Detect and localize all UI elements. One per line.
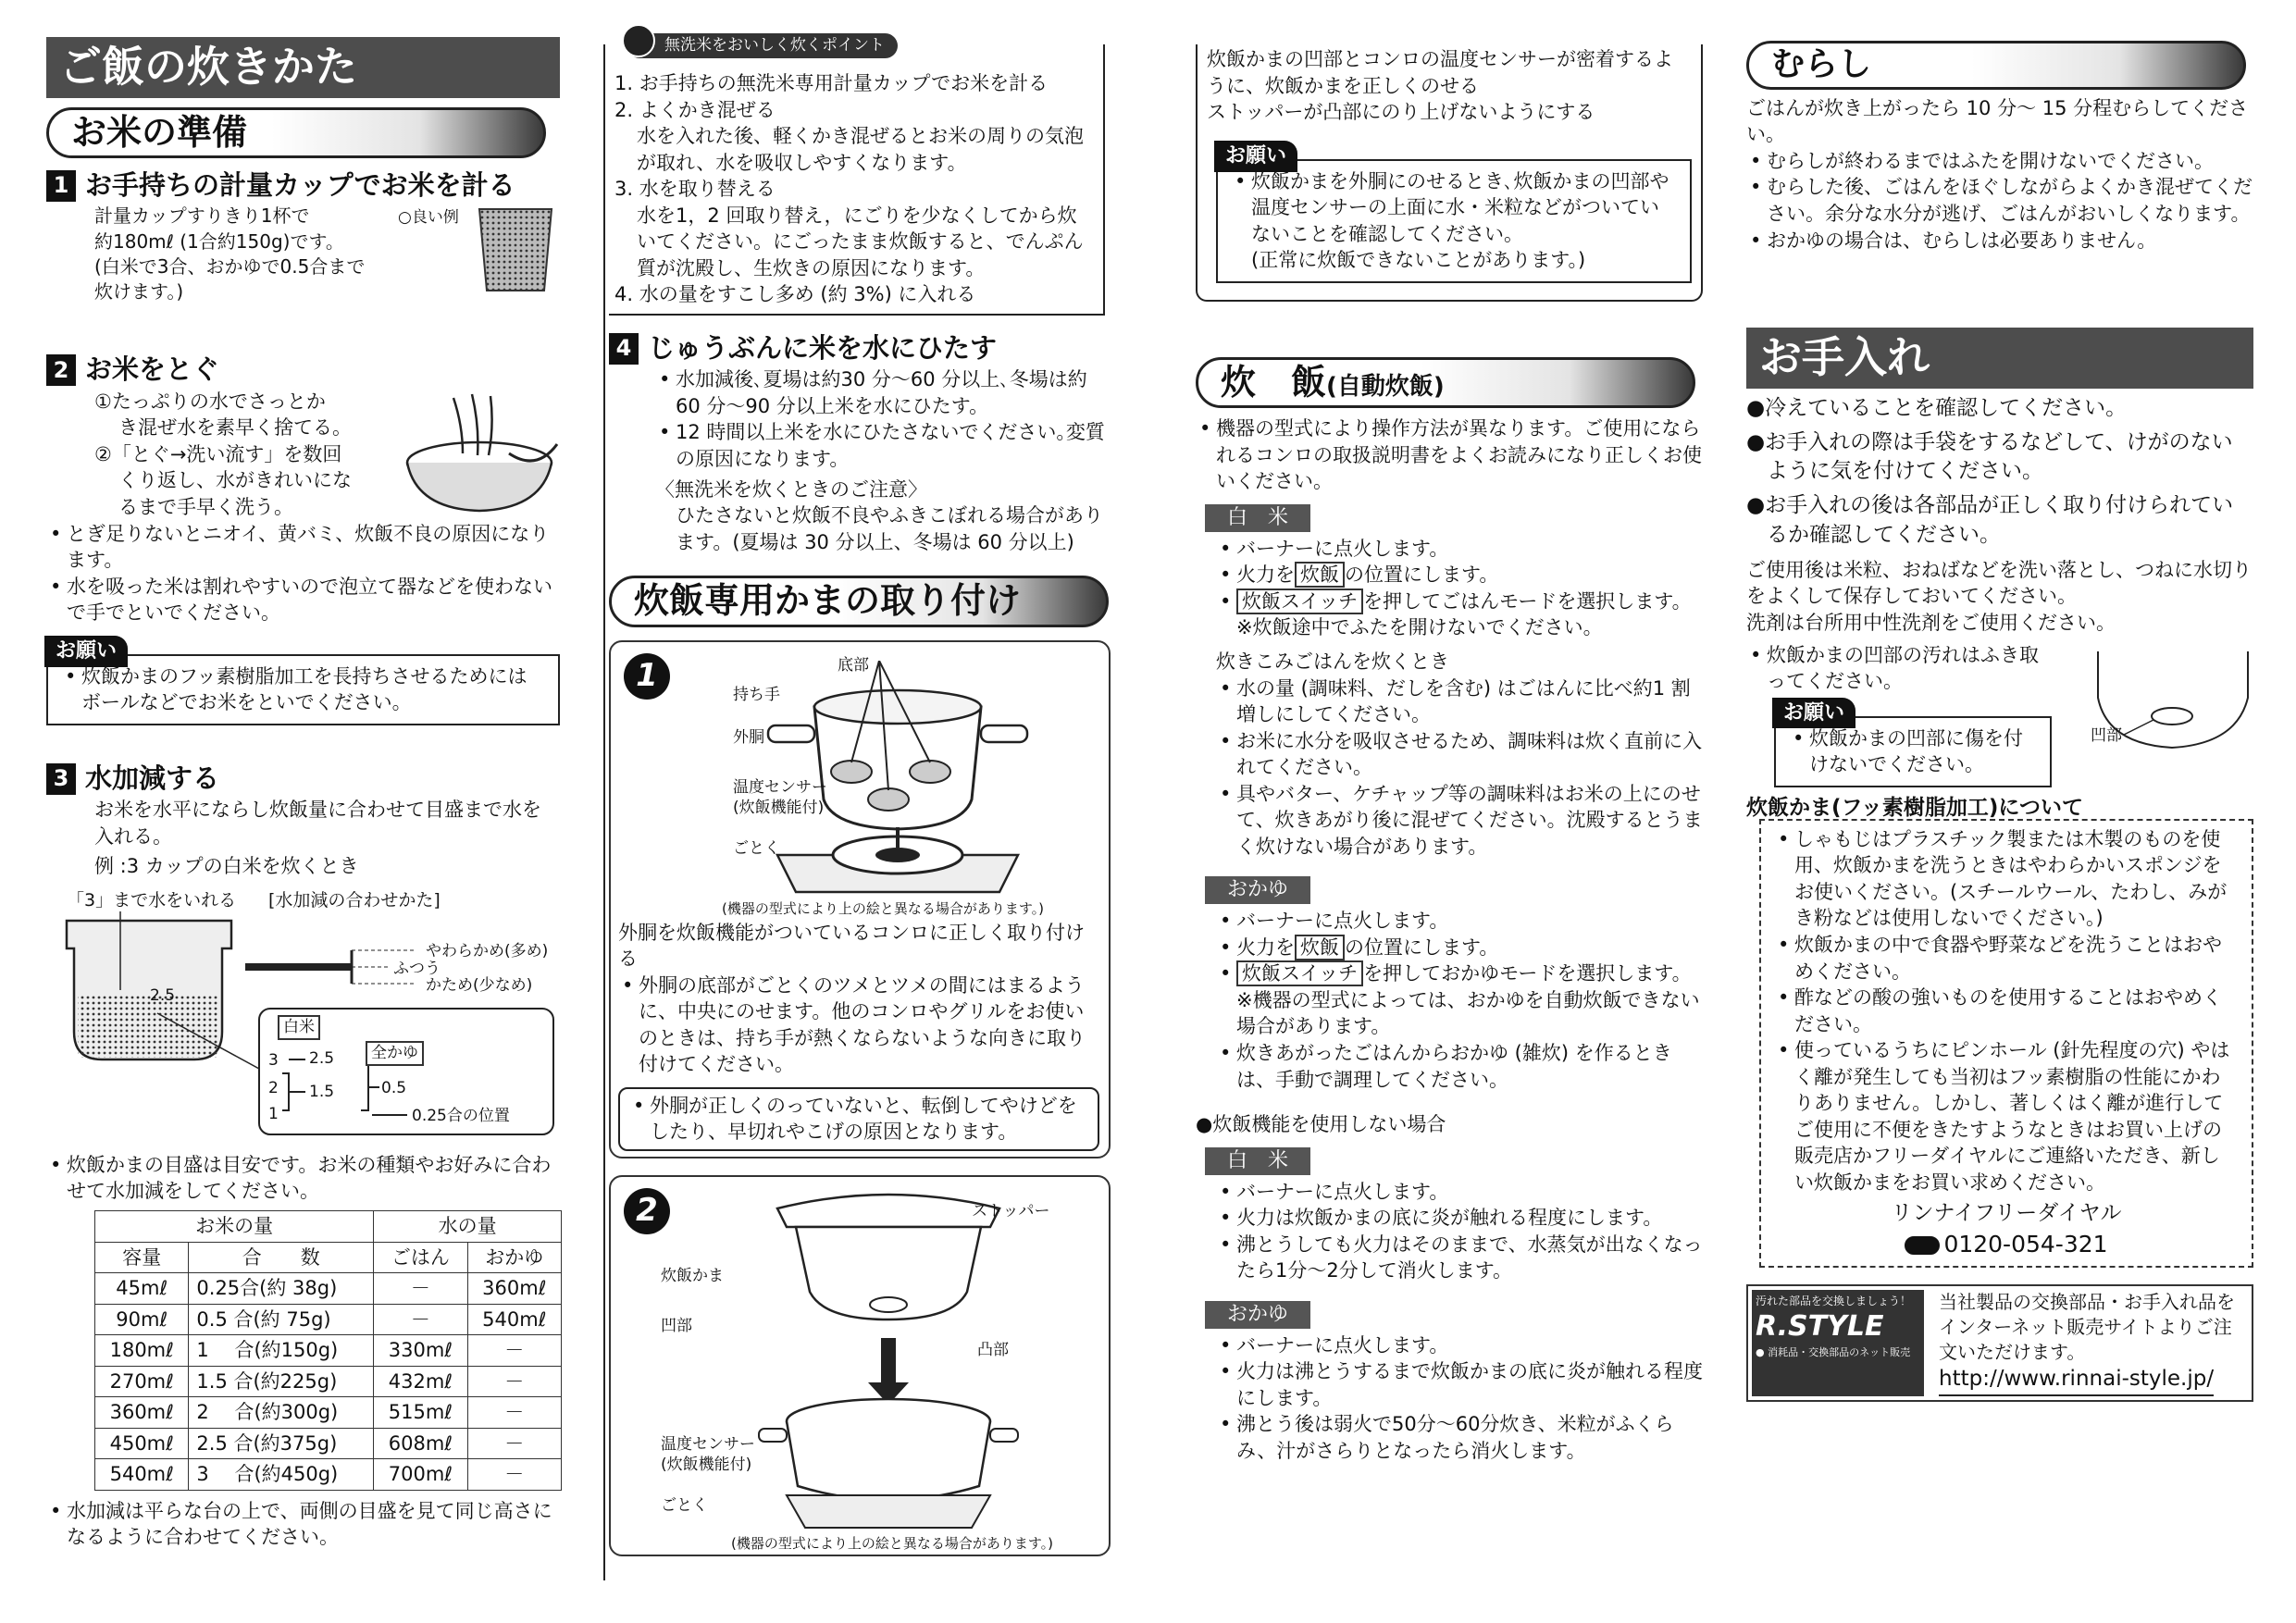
table-cell: 540mℓ xyxy=(95,1459,189,1491)
care-title: お手入れ xyxy=(1746,328,2253,389)
table-row xyxy=(95,1366,562,1397)
water-amount-table: お米の量 水の量 容量 合 数 ごはん おかゆ 45mℓ 0.25合(約 38g) － 360mℓ 90mℓ 0.5 合(約 75g) － 540mℓ 180mℓ 1 合(約150g) 330mℓ － 270mℓ 1.5 合(約225g) 432mℓ － 360mℓ 2 合(約300g) 515mℓ － 450mℓ 2.5 合(約375g) 608mℓ － 540mℓ 3 合(約450g) 700mℓ － xyxy=(94,1210,562,1491)
band-hakumai-2: 白 米 xyxy=(1205,1147,1310,1175)
table-cell: 45mℓ xyxy=(95,1273,189,1305)
table-cell: 1 合(約150g) xyxy=(189,1335,374,1367)
section-steaming: むらし xyxy=(1746,41,2246,90)
table-cell: 360mℓ xyxy=(95,1397,189,1429)
table-cell: 0.5 合(約 75g) xyxy=(189,1304,374,1335)
step-2: 2 お米をとぐ xyxy=(46,352,560,388)
caution-box-3: お願い • 炊飯かまの凹部に傷を付けないでください。 xyxy=(1774,716,2052,787)
rstyle-banner: 汚れた部品を交換しましょう！ R.STYLE ● 消耗品・交換部品のネット販売 当社製品の交換部品・お手入れ品をインターネット販売サイトよりご注文いただけます。 http://www.rinnai-style.jp/ xyxy=(1746,1284,2253,1402)
fluorine-pot-notes: • しゃもじはプラスチック製または木製のものを使用、炊飯かまを洗うときはやわらかいスポンジをお使いください。(スチールウール、たわし、みがき粉などは使用しないでください。) • 炊飯かまの中で食器や野菜などを洗うことはおやめください。 • 酢などの酸の強いものを使用することはおやめください。 • 使っているうちにピンホール (針先程度の穴) やはく離が発生しても当初はフッ素樹脂の性能にかわりありません。しかし、著しくはく離が進行してご使用に不便をきたすようなときはお買い上げの販売店かフリーダイヤルにご連絡いただき、新しい炊飯かまをお買い求めください。 リンナイフリーダイヤル 0120-054-321 xyxy=(1759,819,2253,1268)
table-row xyxy=(95,1335,562,1367)
install-box-1-continued: 炊飯かまの凹部とコンロの温度センサーが密着するように、炊飯かまを正しくのせる ストッパーが凸部にのり上げないようにする お願い • 炊飯かまを外胴にのせるとき､炊飯かまの凹部や温度センサーの上面に水・米粒などがついていないことを確認してください。 (正常に炊飯できないことがあります。) xyxy=(1196,44,1703,302)
table-cell: 3 合(約450g) xyxy=(189,1459,374,1491)
table-cell: 1.5 合(約225g) xyxy=(189,1366,374,1397)
table-cell: 360mℓ xyxy=(467,1273,561,1305)
table-cell: － xyxy=(467,1428,561,1459)
section-cooking: 炊 飯(自動炊飯) xyxy=(1196,357,1695,408)
table-cell: 2 合(約300g) xyxy=(189,1397,374,1429)
table-subheader: おかゆ xyxy=(467,1242,561,1273)
musenmai-tips: 無洗米をおいしく炊くポイント 1. お手持ちの無洗米専用計量カップでお米を計る 2. よくかき混ぜる 水を入れた後、軽くかき混ぜるとお米の周りの気泡が取れ、水を吸収しやすくなります。 3. 水を取り替える 水を1，2 回取り替え，にごりを少なくしてから炊いてください。にごったまま炊飯すると、でんぷん質が沈殿し、生炊きの原因になります。 4. 水の量をすこし多め (約 3%) に入れる xyxy=(609,44,1105,316)
caution-box-1: お願い • 炊飯かまのフッ素樹脂加工を長持ちさせるためにはボールなどでお米をといでください。 xyxy=(46,654,560,725)
table-row xyxy=(95,1304,562,1335)
table-cell: 90mℓ xyxy=(95,1304,189,1335)
table-cell: 2.5 合(約375g) xyxy=(189,1428,374,1459)
pointing-hand-icon xyxy=(622,24,655,57)
washing-rice-illustration xyxy=(398,389,560,518)
install-box-2: 2 ストッパー 炊飯かま 凹部 凸部 温度センサー (炊飯機能付) ごとく (機器の型式により上の絵と異なる場合があります。) xyxy=(609,1175,1111,1556)
table-subheader: ごはん xyxy=(374,1242,467,1273)
table-cell: 450mℓ xyxy=(95,1428,189,1459)
column-3: 炊飯かまの凹部とコンロの温度センサーが密着するように、炊飯かまを正しくのせる ストッパーが凸部にのり上げないようにする お願い • 炊飯かまを外胴にのせるとき､炊飯かまの凹部や温度センサーの上面に水・米粒などがついていないことを確認してください。 (正常に炊飯できないことがあります。) 炊 飯(自動炊飯) • 機器の型式により操作方法が異なります。ご使用になられるコンロの取扱説明書をよくお読みになり正しくお使いください。 白 米 • バーナーに点火します。 • 火力を 炊飯 の位置にします。 • 炊飯スイッチ を押してごはんモードを選択します。 ※炊飯途中でふたを開けないでください。 炊きこみごはんを炊くとき • 水の量 (調味料、だしを含む) はごはんに比べ約1 割増しにしてください。 • お米に水分を吸収させるため、調味料は炊く直前に入れてください。 • 具やバター、ケチャップ等の調味料はお米の上にのせて、炊きあがり後に混ぜてください。沈殿するとうまく炊けない場合があります。 おかゆ • バーナーに点火します。 • 火力を 炊飯 の位置にします。 • 炊飯スイッチ を押しておかゆモードを選択します。 ※機器の型式によっては、おかゆを自動炊飯できない場合があります。 • 炊きあがったごはんからおかゆ (雑炊) を作るときは、手動で調理してください。 ●炊飯機能を使用しない場合 白 米 • バーナーに点火します。 • 火力は炊飯かまの底に炎が触れる程度にします。 • 沸とうしても火力はそのままで、水蒸気が出なくなったら1分～2分して消火します。 おかゆ • バーナーに点火します。 • 火力は沸とうするまで炊飯かまの底に炎が触れる程度にします。 • 沸とう後は弱火で50分～60分炊き、米粒がふくらみ、汁がさらりとなったら消火します。 xyxy=(1196,44,1703,1464)
table-subheader: 合 数 xyxy=(189,1242,374,1273)
table-cell: 515mℓ xyxy=(374,1397,467,1429)
section-pot-install: 炊飯専用かまの取り付け xyxy=(609,576,1109,626)
free-dial-icon xyxy=(1905,1236,1940,1255)
section-rice-prep: お米の準備 xyxy=(46,107,546,158)
step-1: 1 お手持ちの計量カップでお米を計る xyxy=(46,167,560,204)
table-cell: 330mℓ xyxy=(374,1335,467,1367)
column-4: むらし ごはんが炊き上がったら 10 分～ 15 分程むらしてください。 • むらしが終わるまではふたを開けないでください。 • むらした後、ごはんをほぐしながらよくかき混ぜてください。余分な水分が逃げ、ごはんがおいしくなります。 • おかゆの場合は、むらしは必要ありません。 お手入れ ●冷えていることを確認してください。 ●お手入れの際は手袋をするなどして、けがのないように気を付けてください。 ●お手入れの後は各部品が正しく取り付けられているか確認してください。 ご使用後は米粒、おねばなどを洗い落とし、つねに水切りをよくして保存しておいてください。 洗剤は台所用中性洗剤をご使用ください。 • 炊飯かまの凹部の汚れはふき取ってください。 凹部 お願い • 炊飯かまの凹部に傷を付けないでください。 炊飯かま(フッ素樹脂加工)について • しゃもじはプラスチック製または木製のものを使用、炊飯かまを洗うときはやわらかいスポンジをお使いください。(スチールウール、たわし、みがき粉などは使用しないでください。) • 炊飯かまの中で食器や野菜などを洗うことはおやめください。 • 酢などの酸の強いものを使用することはおやめください。 • 使っているうちにピンホール (針先程度の穴) やはく離が発生しても当初はフッ素樹脂の性能にかわりありません。しかし、著しくはく離が進行してご使用に不便をきたすようなときはお買い上げの販売店かフリーダイヤルにご連絡いただき、新しい炊飯かまをお買い求めください。 リンナイフリーダイヤル 0120-054-321 汚れた部品を交換しましょう！ R.STYLE ● 消耗品・交換部品のネット販売 当社製品の交換部品・お手入れ品をインターネット販売サイトよりご注文いただけます。 http://www.rinnai-style.jp/ xyxy=(1746,41,2253,1402)
shop-url-link[interactable]: http://www.rinnai-style.jp/ xyxy=(1939,1365,2214,1395)
table-cell: － xyxy=(467,1335,561,1367)
warning-box: • 外胴が正しくのっていないと、転倒してやけどをしたり、早切れやこげの原因となります。 xyxy=(618,1087,1099,1151)
table-row xyxy=(95,1428,562,1459)
step-4: 4 じゅうぶんに米を水にひたす xyxy=(609,330,1111,366)
table-cell: － xyxy=(467,1366,561,1397)
water-level-diagram: 「3」まで水をいれる [水加減の合わせかた] やわらかめ(多め) ふつう かため(少なめ) 2.5 白米 全かゆ 3 2 1 2.5 1.5 0.5 0.25合の位置 xyxy=(46,889,560,1139)
step-3: 3 水加減する xyxy=(46,761,560,797)
table-subheader: 容量 xyxy=(95,1242,189,1273)
column-2: 無洗米をおいしく炊くポイント 1. お手持ちの無洗米専用計量カップでお米を計る 2. よくかき混ぜる 水を入れた後、軽くかき混ぜるとお米の周りの気泡が取れ、水を吸収しやすくなります。 3. 水を取り替える 水を1，2 回取り替え，にごりを少なくしてから炊いてください。にごったまま炊飯すると、でんぷん質が沈殿し、生炊きの原因になります。 4. 水の量をすこし多め (約 3%) に入れる 4 じゅうぶんに米を水にひたす • 水加減後､夏場は約30 分～60 分以上､冬場は約60 分～90 分以上米を水にひたす。 • 12 時間以上米を水にひたさないでください｡変質の原因になります。 〈無洗米を炊くときのご注意〉 ひたさないと炊飯不良やふきこぼれる場合があります。(夏場は 30 分以上、冬場は 60 分以上) 炊飯専用かまの取り付け 1 底部 持ち手 外胴 温度センサー (炊飯機能付) ごとく (機器の型式により上の絵と異なる場合があります。) 外胴を炊飯機能がついているコンロに正しく取り付ける • 外胴の底部がごとくのツメとツメの間にはまるように、中央にのせます。他のコンロやグリルをお使いのときは、持ち手が熱くならないような向きに取り付けてください。 • 外胴が正しくのっていないと、転倒してやけどをしたり、早切れやこげの原因となります。 2 ストッパー 炊飯かま 凹部 凸部 温度センサー (炊飯機能付) ごとく (機器の型式により上の絵と異なる場合があります。) xyxy=(603,44,1111,1580)
table-row xyxy=(95,1273,562,1305)
rstyle-logo: 汚れた部品を交換しましょう！ R.STYLE ● 消耗品・交換部品のネット販売 xyxy=(1752,1290,1924,1396)
install-box-1: 1 底部 持ち手 外胴 温度センサー (炊飯機能付) ごとく (機器の型式により上の絵と異なる場合があります。) 外胴を炊飯機能がついているコンロに正しく取り付ける • 外胴の底部がごとくのツメとツメの間にはまるように、中央にのせます。他のコンロやグリルをお使いのときは、持ち手が熱くならないような向きに取り付けてください。 • 外胴が正しくのっていないと、転倒してやけどをしたり、早切れやこげの原因となります。 xyxy=(609,640,1111,1158)
band-hakumai: 白 米 xyxy=(1205,504,1310,532)
table-cell: 270mℓ xyxy=(95,1366,189,1397)
column-1: ご飯の炊きかた お米の準備 1 お手持ちの計量カップでお米を計る 計量カップすりきり1杯で 約180mℓ (1合約150g)です。 (白米で3合、おかゆで0.5合まで 炊けます。) ○良い例 2 お米をとぐ ①たっぷりの水でさっとか き混ぜ水を素早く捨てる。 ②「とぐ→洗い流す」を数回 くり返し、水がきれいにな るまで手早く洗う。 • とぎ足りないとニオイ、黄バミ、炊飯不良の原因になります。 • 水を吸った米は割れやすいので泡立て器などを使わないで手でといでください。 お願い • 炊飯かまのフッ素樹脂加工を長持ちさせるためにはボールなどでお米をといでください。 3 水加減する お米を水平にならし炊飯量に合わせて目盛まで水を入れる。 例 :3 カップの白米を炊くとき 「3」まで水をいれる [水加減の合わせかた] やわらかめ(多め) ふつう かため(少なめ) 2.5 白米 全かゆ 3 2 1 2.5 1.5 0.5 0.25合の位置 • 炊飯かまの目盛は目安です。お米の種類やお好みに合わせて水加減をしてください。 お米の量 水の量 容量 合 数 ごはん おかゆ 45mℓ 0.25合(約 38g) － 360mℓ 90mℓ 0.5 合(約 75g) － 540mℓ 180mℓ 1 合(約150g) 330mℓ － 270mℓ 1.5 合(約225g) 432mℓ － 360mℓ 2 合(約300g) 515mℓ － 450mℓ 2.5 合(約375g) 608mℓ － 540mℓ 3 合(約450g) 700mℓ － • 水加減は平らな台の上で、両側の目盛を見て同じ高さになるように合わせてください。 xyxy=(46,37,560,1551)
table-cell: 180mℓ xyxy=(95,1335,189,1367)
band-okayu: おかゆ xyxy=(1205,876,1310,904)
page-title: ご飯の炊きかた xyxy=(46,37,560,98)
table-cell: 700mℓ xyxy=(374,1459,467,1491)
measuring-cup-icon xyxy=(474,204,557,296)
table-cell: － xyxy=(374,1273,467,1305)
table-cell: 0.25合(約 38g) xyxy=(189,1273,374,1305)
table-cell: 432mℓ xyxy=(374,1366,467,1397)
table-cell: － xyxy=(374,1304,467,1335)
table-cell: － xyxy=(467,1397,561,1429)
table-cell: 608mℓ xyxy=(374,1428,467,1459)
table-cell: － xyxy=(467,1459,561,1491)
table-row xyxy=(95,1397,562,1429)
caution-box-2: お願い • 炊飯かまを外胴にのせるとき､炊飯かまの凹部や温度センサーの上面に水・米粒などがついていないことを確認してください。 (正常に炊飯できないことがあります。) xyxy=(1216,159,1692,283)
table-cell: 540mℓ xyxy=(467,1304,561,1335)
band-okayu-2: おかゆ xyxy=(1205,1301,1310,1329)
table-row xyxy=(95,1459,562,1491)
